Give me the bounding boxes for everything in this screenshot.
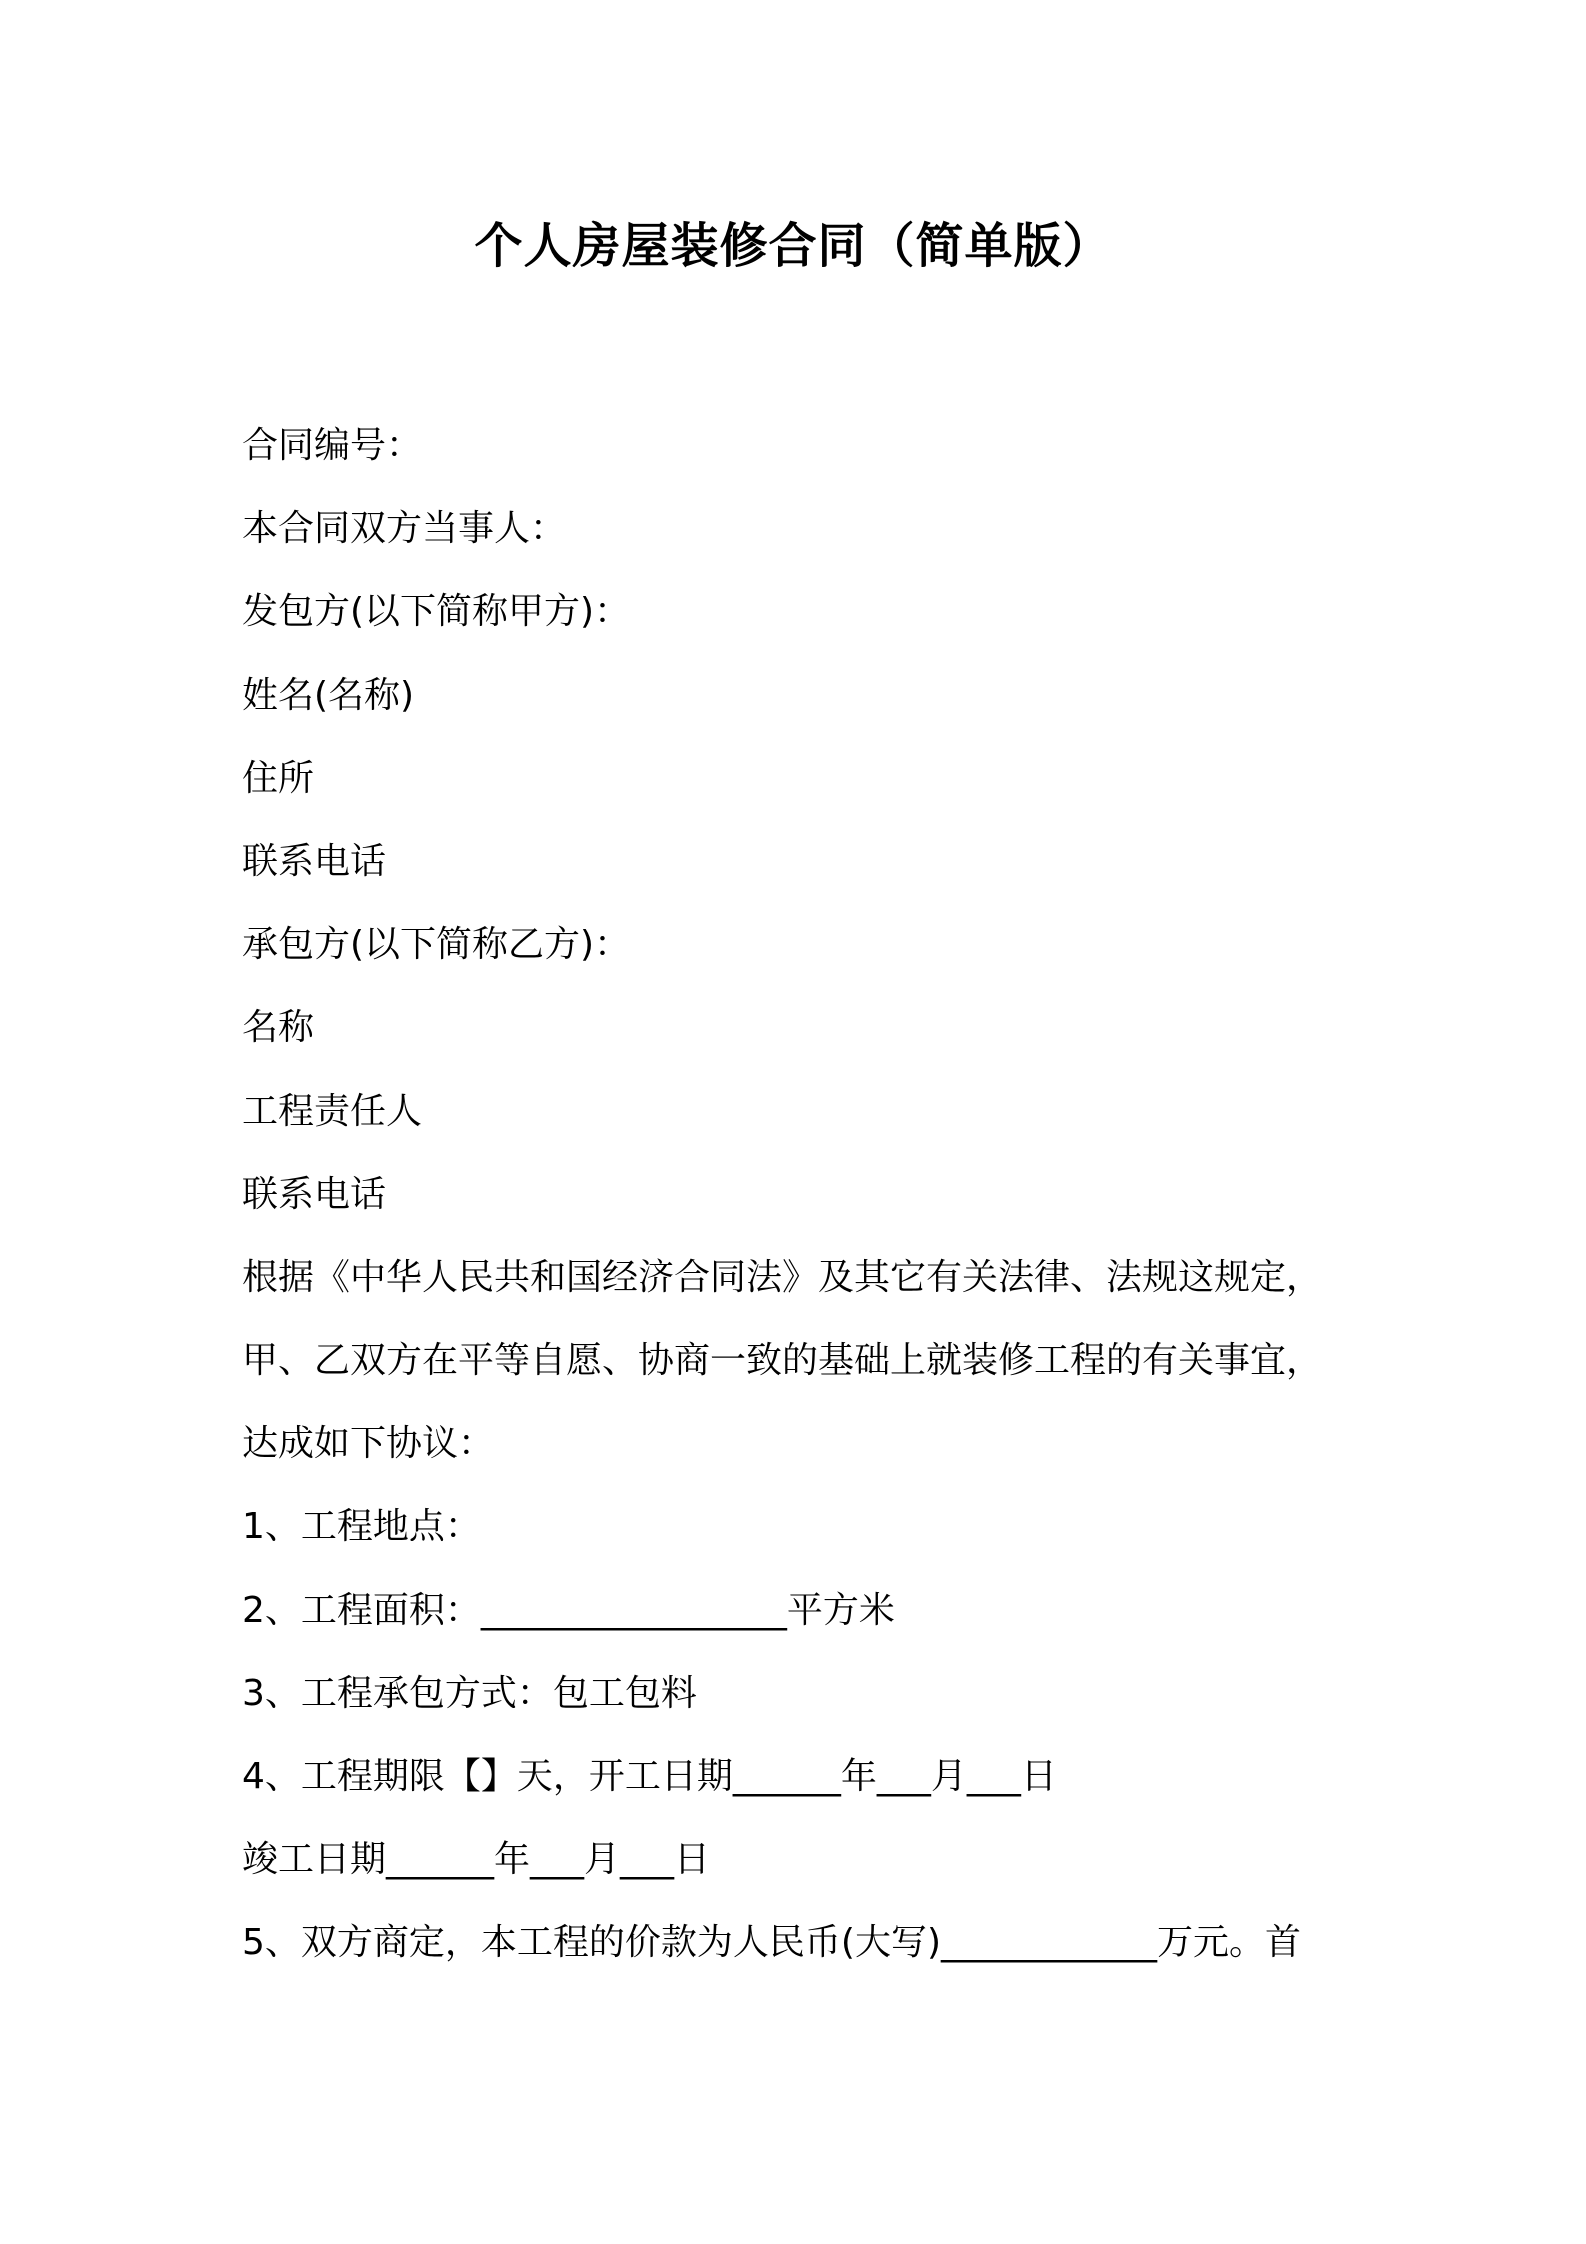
party-a-phone-line: 联系电话	[242, 840, 387, 882]
agreement-intro-line-3: 达成如下协议：	[242, 1423, 495, 1465]
project-manager-line: 工程责任人	[242, 1090, 423, 1132]
agreement-intro-line-1: 根据《中华人民共和国经济合同法》及其它有关法律、法规这规定，	[242, 1256, 1323, 1298]
project-price-line: 5、双方商定，本工程的价款为人民币(大写)____________万元。首	[242, 1922, 1301, 1964]
document-body	[242, 404, 1362, 1985]
party-b-heading-line: 承包方(以下简称乙方)：	[242, 924, 631, 966]
contract-number-line: 合同编号：	[242, 425, 423, 466]
party-a-address-line: 住所	[242, 757, 315, 799]
contracting-method-line: 3、工程承包方式：包工包料	[242, 1672, 697, 1714]
parties-heading-line: 本合同双方当事人：	[242, 508, 567, 550]
agreement-intro-line-2: 甲、乙双方在平等自愿、协商一致的基础上就装修工程的有关事宜，	[242, 1340, 1323, 1382]
party-a-heading-line: 发包方(以下简称甲方)：	[242, 591, 631, 633]
party-a-name-line: 姓名(名称)	[242, 674, 415, 716]
party-b-phone-line: 联系电话	[242, 1173, 387, 1215]
project-duration-line: 4、工程期限【】天，开工日期______年___月___日	[242, 1756, 1057, 1797]
party-b-name-line: 名称	[242, 1007, 315, 1049]
completion-date-line: 竣工日期______年___月___日	[242, 1839, 711, 1881]
project-location-line: 1、工程地点：	[242, 1506, 481, 1548]
document-title: 个人房屋装修合同（简单版）	[474, 218, 1112, 274]
project-area-line: 2、工程面积：_________________平方米	[242, 1589, 895, 1631]
